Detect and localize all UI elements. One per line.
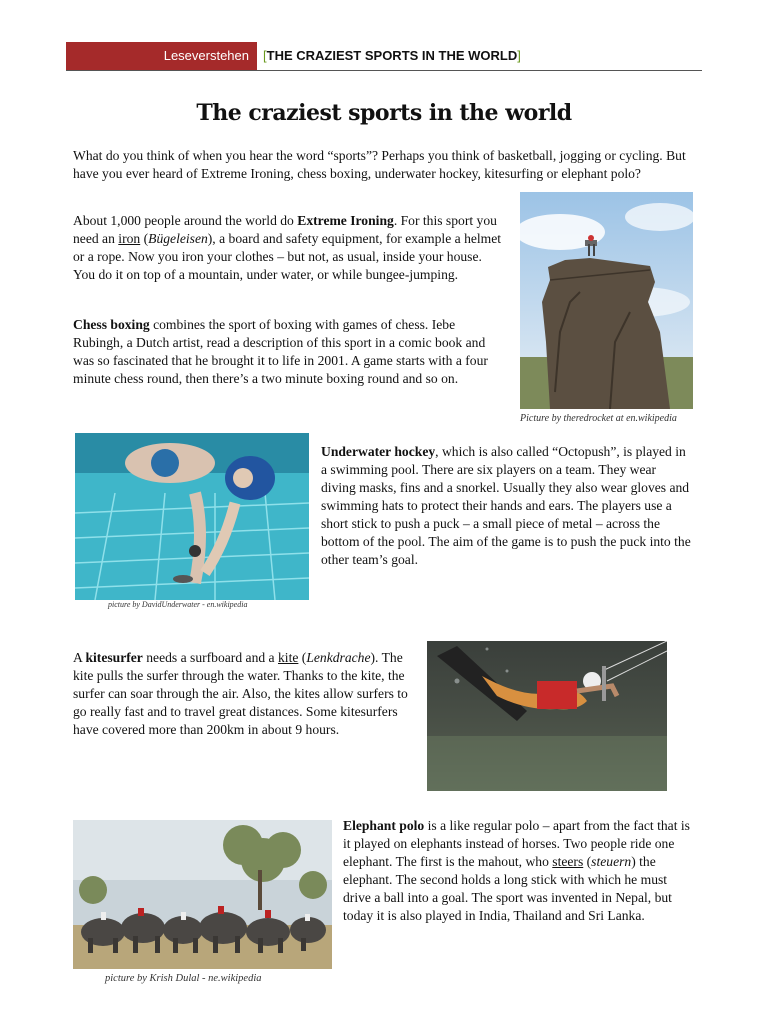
kite-text-3: (	[298, 650, 307, 665]
chess-bold: Chess boxing	[73, 317, 150, 332]
polo-paragraph	[343, 817, 695, 925]
polo-text-3: ) the elephant. The second holds a long stick with which he must drive a ball into a goal. The sport was invented in Nepal, but today it is also played in India, Thailand and Sri Lanka.	[343, 854, 672, 923]
polo-translation: steuern	[591, 854, 632, 869]
kite-text-2: needs a surfboard and a	[142, 650, 278, 665]
rock-photo-caption: Picture by theredrocket at en.wikipedia	[520, 413, 677, 424]
ironing-text-4: ), a board and safety equipment, for example a helmet or a rope. Now you iron your clothes – but not, as usual, inside your house. You do it on top of a mountain, under water, or while bungee-jumping.	[73, 231, 502, 282]
kitesurfer-photo	[427, 641, 667, 791]
kite-text-4: ). The kite pulls the surfer through the water. Thanks to the kite, the surfer can soar through the air. Also, the kites allow surfers to go really fast and to travel great distances. Some kitesurfers have covered more than 200km in about 9 hours.	[73, 650, 408, 737]
kite-translation: Lenkdrache	[306, 650, 371, 665]
header-title	[263, 42, 521, 70]
intro-paragraph: What do you think of when you hear the word “sports”? Perhaps you think of basketball, jogging or cycling. But have you ever heard of Extreme Ironing, chess boxing, underwater hockey, kitesurfing or elephant polo?	[73, 148, 686, 181]
ironing-text-1: About 1,000 people around the world do	[73, 213, 298, 228]
polo-vocab-word: steers	[552, 854, 584, 869]
ironing-paragraph	[73, 212, 503, 284]
bracket-open: [	[263, 48, 267, 63]
chess-text: combines the sport of boxing with games of chess. Iebe Rubingh, a Dutch artist, read a description of this sport in a comic book and was so fascinated that he brought it to life in 2001. A game starts with a four minute chess round, then there’s a two minute boxing round and so on.	[73, 317, 488, 386]
kite-vocab-word: kite	[278, 650, 299, 665]
ironing-text-3: (	[140, 231, 149, 246]
hockey-paragraph	[321, 443, 693, 569]
ironing-translation: Bügeleisen	[148, 231, 208, 246]
bracket-close: ]	[517, 48, 521, 63]
chess-paragraph	[73, 316, 503, 388]
ironing-vocab-word: iron	[118, 231, 141, 246]
hockey-photo-caption: picture by DavidUnderwater - en.wikipedia	[108, 600, 248, 609]
polo-text-2: (	[583, 854, 592, 869]
section-label: Leseverstehen	[66, 42, 257, 70]
page-title: The craziest sports in the world	[196, 100, 572, 126]
kite-bold: kitesurfer	[85, 650, 143, 665]
ironing-text-2: . For this sport you need an	[73, 213, 497, 246]
ironing-bold: Extreme Ironing	[297, 213, 394, 228]
header-title-text: THE CRAZIEST SPORTS IN THE WORLD	[266, 48, 518, 63]
page-header	[66, 42, 702, 71]
elephant-polo-photo	[73, 820, 332, 969]
extreme-ironing-photo	[520, 192, 693, 409]
underwater-hockey-photo	[75, 433, 309, 600]
polo-photo-caption: picture by Krish Dulal - ne.wikipedia	[105, 973, 262, 984]
polo-bold: Elephant polo	[343, 818, 425, 833]
hockey-bold: Underwater hockey	[321, 444, 436, 459]
hockey-text: , which is also called “Octopush”, is played in a swimming pool. There are six players on a team. They wear diving masks, fins and a snorkel. Usually they also wear gloves and swimming hats to protect their hands and ears. The players use a short stick to push a puck – a small piece of metal – across the bottom of the pool. The aim of the game is to push the puck into the other team’s goal.	[321, 444, 691, 567]
kitesurf-paragraph	[73, 649, 421, 739]
kite-text-1: A	[73, 650, 86, 665]
polo-text-1: is a like regular polo – apart from the fact that is it played on elephants instead of horses. Two people ride one elephant. The first is the mahout, who	[343, 818, 690, 869]
